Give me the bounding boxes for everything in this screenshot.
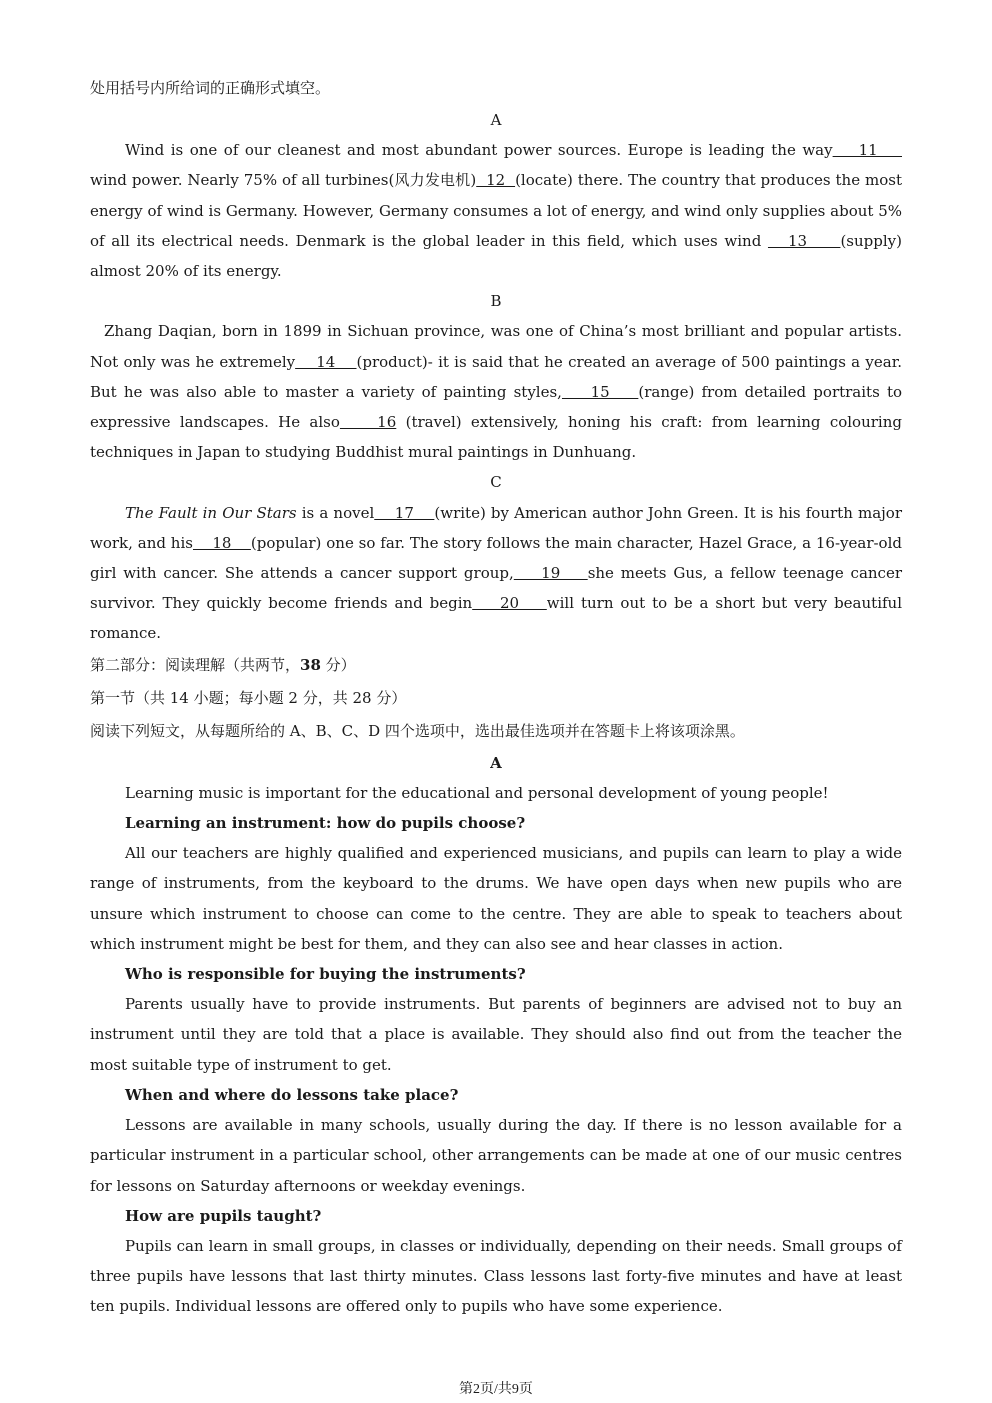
text-run: (locate) there. The country that produces the most energy of wind is Germany. However, Germany consumes a lot of energy, and wind only supplies about 5% of all its electrical needs. Denmark is the global leader in this field, which uses wind — [90, 171, 902, 250]
text-run: is a novel — [296, 503, 375, 522]
text-run: she meets Gus, a fellow teenage cancer survivor. They quickly become friends and begin — [90, 564, 903, 613]
text-run: Wind is one of our cleanest and most abundant power sources. Europe is leading the way — [125, 141, 833, 160]
reading-a-label: A — [490, 753, 502, 772]
section-a-paragraph — [90, 135, 902, 286]
blank-11: 11 — [832, 141, 902, 160]
answer-paragraph-2: Parents usually have to provide instruments. But parents of beginners are advised not to buy an instrument until they are told that a place is available. They should also find out from the teacher the most suitable type of instrument to get. — [90, 995, 902, 1074]
blank-18: 18 — [192, 533, 251, 552]
blank-14: 14 — [295, 352, 357, 371]
reading-a-intro: Learning music is important for the educational and personal development of young people! — [125, 783, 829, 802]
blank-15: 15 — [561, 382, 639, 401]
heading-text: 分） — [320, 655, 356, 674]
text-run: (write) by American author John Green. It is his fourth major work, and his — [90, 503, 902, 552]
answer-paragraph-3: Lessons are available in many schools, usually during the day. If there is no lesson available for a particular instrument in a particular school, other arrangements can be made at one of our music centres for lessons on Saturday afternoons or weekday evenings. — [90, 1116, 902, 1195]
section-b-paragraph — [90, 316, 902, 467]
question-heading-2: Who is responsible for buying the instruments? — [125, 965, 526, 984]
part-two-heading — [90, 649, 902, 682]
page-number: 第2页/共9页 — [459, 1382, 533, 1397]
reading-instruction: 阅读下列短文，从每题所给的 A、B、C、D 四个选项中，选出最佳选项并在答题卡上将该项涂黑。 — [90, 721, 745, 740]
text-run: wind power. Nearly 75% of all turbines(风力发电机) — [90, 171, 477, 190]
section-c-paragraph — [90, 498, 902, 649]
blank-13: 13 — [767, 231, 841, 250]
text-run: (popular) one so far. The story follows the main character, Hazel Grace, a 16-year-old girl with cancer. She attends a cancer support group, — [90, 533, 902, 583]
blank-20: 20 — [472, 594, 547, 613]
text-run: (range) from detailed portraits to expressive landscapes. He also — [90, 382, 902, 432]
answer-paragraph-4: Pupils can learn in small groups, in classes or individually, depending on their needs. Small groups of three pupils have lessons that last thirty minutes. Class lessons last forty-five minutes and have at least ten pupils. Individual lessons are offered only to pupils who have some experience. — [90, 1236, 902, 1316]
book-title: The Fault in Our Stars — [125, 503, 297, 522]
text-run: (supply) almost 20% of its energy. — [90, 231, 902, 281]
text-run: (product)- it is said that he created an average of 500 paintings a year. But he was also able to master a variety of painting styles, — [90, 352, 903, 401]
answer-paragraph-1: All our teachers are highly qualified and experienced musicians, and pupils can learn to play a wide range of instruments, from the keyboard to the drums. We have open days when new pupils who are unsure which instrument to choose can come to the centre. They are able to speak to teachers about which instrument might be best for them, and they can also see and hear classes in action. — [90, 844, 902, 953]
text-run: (travel) extensively, honing his craft: from learning colouring techniques in Japan to studying Buddhist mural paintings in Dunhuang. — [90, 413, 902, 462]
question-heading-1: Learning an instrument: how do pupils choose? — [125, 814, 526, 833]
blank-17: 17 — [374, 503, 435, 522]
text-run: will turn out to be a short but very beautiful romance. — [90, 594, 902, 643]
heading-score: 38 — [300, 655, 321, 674]
document-page — [90, 72, 902, 1322]
heading-text: 第二部分：阅读理解（共两节， — [90, 655, 301, 674]
section-one-heading: 第一节（共 14 小题；每小题 2 分，共 28 分） — [90, 688, 407, 707]
blank-19: 19 — [513, 564, 588, 583]
blank-12: 12 — [476, 171, 516, 190]
intro-instruction: 处用括号内所给词的正确形式填空。 — [90, 79, 331, 97]
blank-16: 16 — [339, 413, 397, 432]
section-a-label: A — [490, 111, 502, 129]
text-run: Zhang Daqian, born in 1899 in Sichuan province, was one of China’s most brilliant and popular artists. Not only was he extremely — [90, 322, 902, 371]
section-b-label: B — [490, 292, 502, 311]
section-c-label: C — [490, 473, 502, 492]
question-heading-4: How are pupils taught? — [125, 1206, 322, 1225]
question-heading-3: When and where do lessons take place? — [125, 1085, 459, 1104]
